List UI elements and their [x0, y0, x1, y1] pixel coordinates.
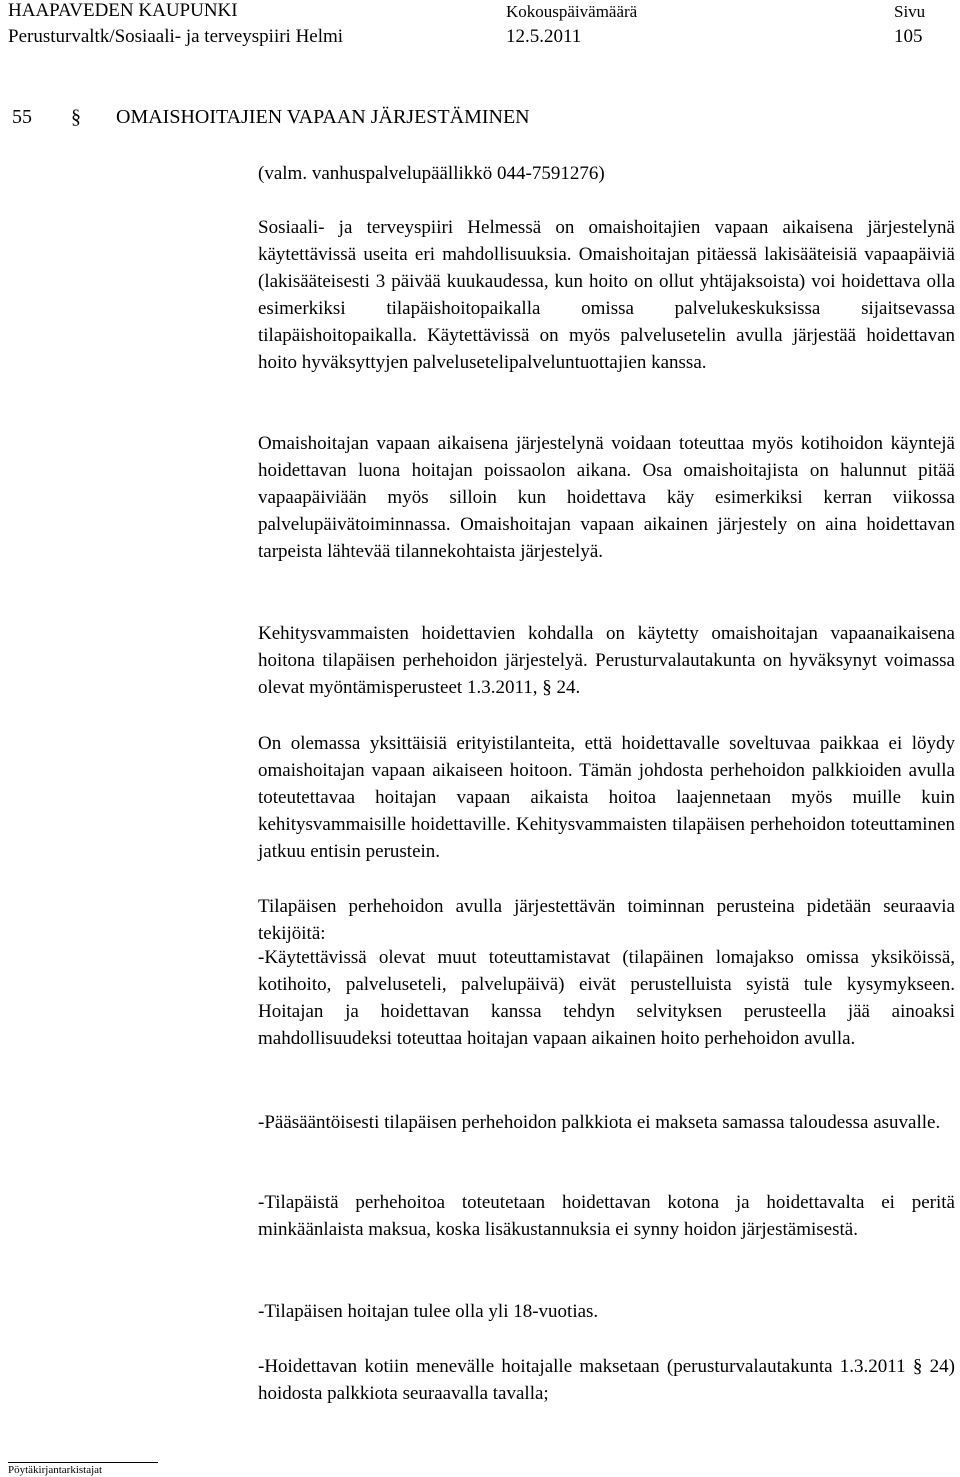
- list-item: -Hoidettavan kotiin menevälle hoitajalle maksetaan (perusturvalautakunta 1.3.2011 § 24) hoidosta palkkiota seuraavalla tavalla;: [258, 1356, 955, 1404]
- section-title: OMAISHOITAJIEN VAPAAN JÄRJESTÄMINEN: [116, 106, 530, 128]
- preparer-note: (valm. vanhuspalvelupäällikkö 044-7591276): [258, 163, 605, 184]
- paragraph-disabled: Kehitysvammaisten hoidettavien kohdalla on käytetty omaishoitajan vapaanaikaisena hoitona tilapäisen perhehoidon järjestelyä. Perusturvalautakunta on hyväksynyt voimassa olevat myöntämisperusteet 1.3.2011, § 24.: [258, 623, 955, 698]
- section-number: 55: [12, 106, 32, 128]
- paragraph-home-care: Omaishoitajan vapaan aikaisena järjestelynä voidaan toteuttaa myös kotihoidon käyntejä hoidettavan luona hoitajan poissaolon aikana. Osa omaishoitajista on halunnut pitää vapaapäiviään myös silloin kun hoidettava käy esimerkiksi kerran viikossa palvelupäivätoiminnassa. Omaishoitajan vapaan aikainen järjestely on aina hoidettavan tarpeista lähtevää tilannekohtaista järjestelyä.: [258, 433, 955, 562]
- footer-label: Pöytäkirjantarkistajat: [8, 1464, 103, 1476]
- paragraph-special-cases: On olemassa yksittäisiä erityistilanteita, että hoidettavalle soveltuvaa paikkaa ei löydy omaishoitajan vapaan aikaiseen hoitoon. Tämän johdosta perhehoidon palkkioiden avulla toteutettavaa hoitajan vapaan aikaista hoitoa laajennetaan myös muille kuin kehitysvammaisille hoidettaville. Kehitysvammaisten tilapäisen perhehoidon toteuttaminen jatkuu entisin perustein.: [258, 733, 955, 862]
- footer-divider: [8, 1462, 158, 1463]
- paragraph-criteria-intro: Tilapäisen perhehoidon avulla järjestettävän toiminnan perusteina pidetään seuraavia tekijöitä:: [258, 896, 955, 944]
- department-name: Perusturvaltk/Sosiaali- ja terveyspiiri Helmi: [8, 26, 344, 47]
- section-sign-icon: §: [71, 106, 81, 128]
- date-label: Kokouspäivämäärä: [506, 2, 638, 21]
- page-label: Sivu: [894, 2, 926, 21]
- meeting-date: 12.5.2011: [506, 26, 582, 47]
- page-number: 105: [894, 26, 923, 47]
- list-item: -Pääsääntöisesti tilapäisen perhehoidon palkkiota ei makseta samassa taloudessa asuvalle.: [258, 1112, 941, 1133]
- section-heading: [12, 106, 530, 129]
- list-item: -Käytettävissä olevat muut toteuttamistavat (tilapäinen lomajakso omissa yksiköissä, kotihoito, palveluseteli, palvelupäivä) eivät perustelluista syistä tule kysymykseen. Hoitajan ja hoidettavan kanssa tehdyn selvityksen perusteella jää ainoaksi mahdollisuudeksi toteuttaa hoitajan vapaan aikainen hoito perhehoidon avulla.: [258, 947, 955, 1049]
- municipality-name: HAAPAVEDEN KAUPUNKI: [8, 0, 238, 21]
- paragraph-arrangements: Sosiaali- ja terveyspiiri Helmessä on omaishoitajien vapaan aikaisena järjestelynä käytettävissä useita eri mahdollisuuksia. Omaishoitajan pitäessä lakisääteisiä vapaapäiviä (lakisääteisesti 3 päivää kuukaudessa, kun hoito on ollut yhtäjaksoista) voi hoidettava olla esimerkiksi tilapäishoitopaikalla omissa palvelukeskuksissa sijaitsevassa tilapäishoitopaikalla. Käytettävissä on myös palvelusetelin avulla järjestää hoidettavan hoito hyväksyttyjen palvelusetelipalveluntuottajien kanssa.: [258, 217, 955, 373]
- list-item: -Tilapäisen hoitajan tulee olla yli 18-vuotias.: [258, 1301, 599, 1322]
- list-item: -Tilapäistä perhehoitoa toteutetaan hoidettavan kotona ja hoidettavalta ei peritä minkäänlaista maksua, koska lisäkustannuksia ei synny hoidon järjestämisestä.: [258, 1192, 955, 1240]
